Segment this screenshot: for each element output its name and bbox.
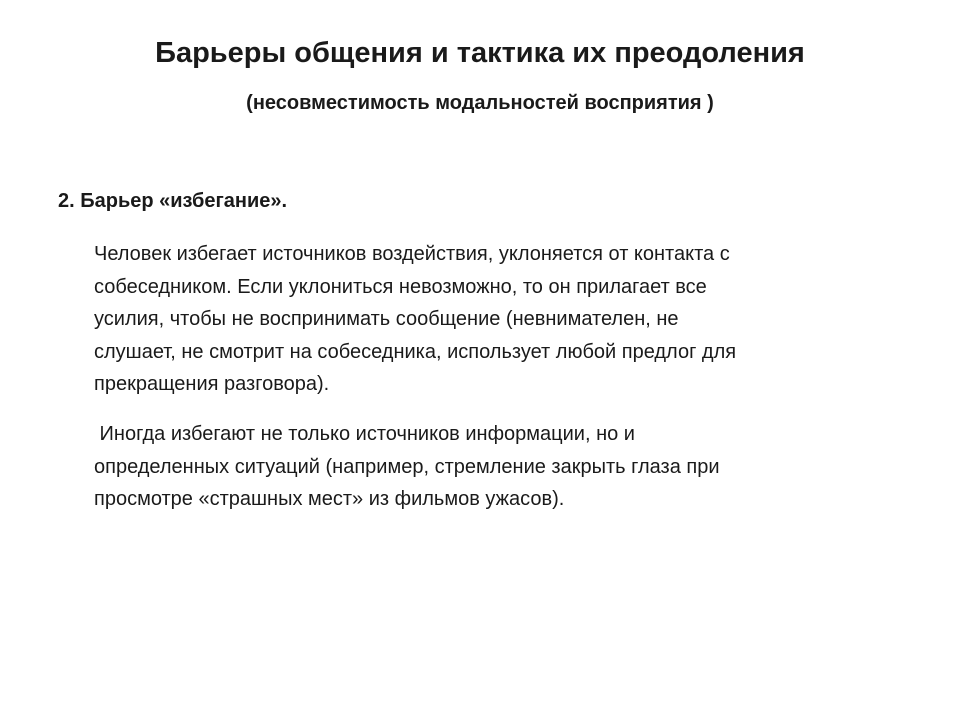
paragraph-line: слушает, не смотрит на собеседника, использует любой предлог для xyxy=(94,340,737,363)
slide-title: Барьеры общения и тактика их преодоления xyxy=(155,37,805,69)
paragraph-line: прекращения разговора). xyxy=(94,373,330,395)
paragraph-line: собеседником. Если уклониться невозможно, то он прилагает все xyxy=(94,275,707,298)
paragraph-line: просмотре «страшных мест» из фильмов ужасов). xyxy=(94,488,565,510)
slide-subtitle: (несовместимость модальностей восприятия ) xyxy=(246,92,714,114)
section-heading: 2. Барьер «избегание». xyxy=(58,190,288,212)
paragraph-avoidance-example xyxy=(94,418,884,516)
paragraph-line: определенных ситуаций (например, стремление закрыть глаза при xyxy=(94,455,720,478)
paragraph-line: Человек избегает источников воздействия, уклоняется от контакта с xyxy=(94,243,730,265)
paragraph-line: усилия, чтобы не воспринимать сообщение (невнимателен, не xyxy=(94,308,679,330)
paragraph-line: Иногда избегают не только источников информации, но и xyxy=(94,423,635,445)
paragraph-avoidance-description xyxy=(94,238,884,401)
